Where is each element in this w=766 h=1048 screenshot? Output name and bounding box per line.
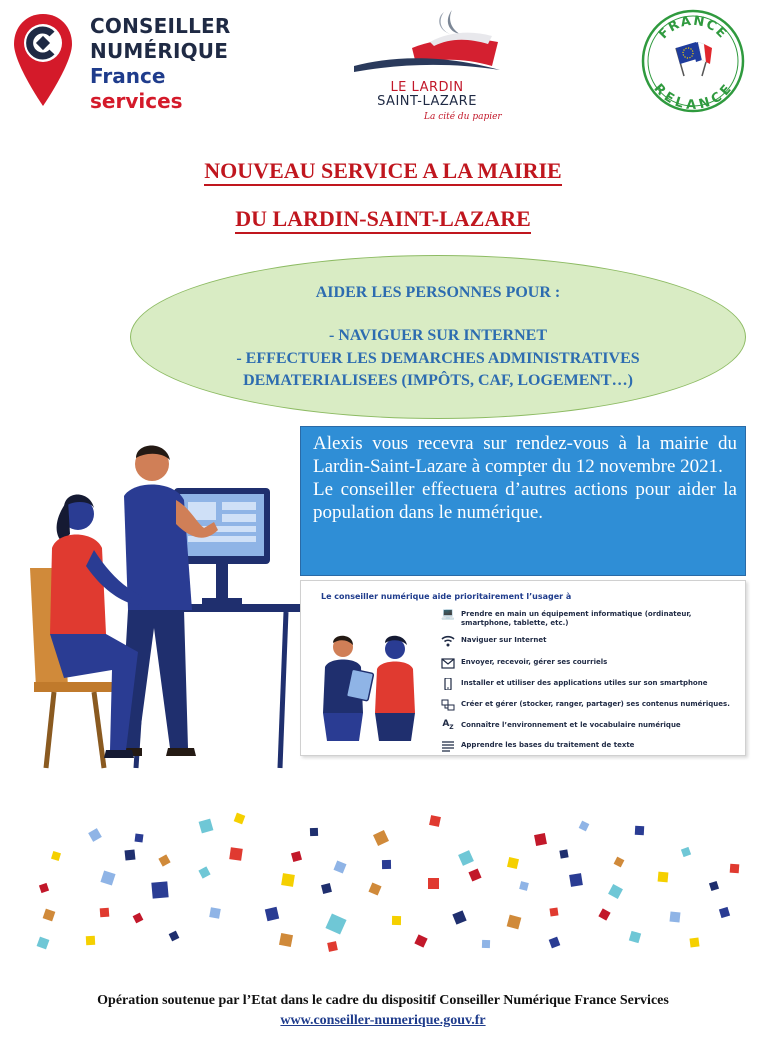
relance-logo-bottom-text: RELANCE <box>650 81 736 113</box>
laptop-icon: 💻 <box>441 607 455 620</box>
confetti-square <box>608 884 623 899</box>
confetti-square <box>458 850 474 866</box>
advisor-help-card: Le conseiller numérique aide prioritairement l’usager à 💻 Prendre en main un équipement informatique (ordinateur, smartphone, tablette, etc.) Naviguer sur Internet Envoyer, recevoir, gérer ses courriels Installer et utiliser des applications utiles sur son smartphone Créer et gérer (stocker, ranger, partager) ses contenus numériques. $A_Z$ Connaître l’environnement et le vocabulaire numérique Apprendre les bases du traitement de texte <box>300 580 746 756</box>
confetti-square <box>169 931 180 942</box>
service-item-demarches: - EFFECTUER LES DEMARCHES ADMINISTRATIVES <box>236 350 640 367</box>
footer-website-link[interactable]: www.conseiller-numerique.gouv.fr <box>280 1013 486 1028</box>
wifi-icon <box>441 635 455 647</box>
confetti-square <box>658 872 669 883</box>
smartphone-icon <box>441 678 455 690</box>
confetti-square <box>135 834 144 843</box>
confetti-square <box>452 910 466 924</box>
appointment-info-box <box>300 426 746 576</box>
confetti-square <box>198 866 210 878</box>
folders-icon <box>441 699 455 711</box>
confetti-square <box>681 847 691 857</box>
confetti-square <box>373 830 389 846</box>
confetti-square <box>199 819 214 834</box>
confetti-square <box>482 940 490 948</box>
advisor-and-user-illustration <box>313 633 433 743</box>
confetti-square <box>86 936 95 945</box>
service-item-demarches-detail: DEMATERIALISEES (IMPÔTS, CAF, LOGEMENT…) <box>243 372 633 389</box>
confetti-square <box>549 907 558 916</box>
confetti-square <box>88 828 102 842</box>
confetti-square <box>534 833 547 846</box>
commune-logo <box>352 8 502 126</box>
map-pin-logo-icon <box>12 12 74 108</box>
confetti-square <box>39 883 49 893</box>
confetti-square <box>325 913 346 934</box>
confetti-square <box>43 909 56 922</box>
confetti-square <box>229 847 243 861</box>
commune-tagline: La cité du papier <box>424 112 502 122</box>
commune-name-line1: LE LARDIN <box>390 80 464 95</box>
appointment-text: Alexis vous recevra sur rendez-vous à la mairie du Lardin-Saint-Lazare à compter du 12 novembre 2021. <box>313 433 737 477</box>
confetti-square <box>133 913 144 924</box>
page-title-line2: DU LARDIN-SAINT-LAZARE <box>0 206 766 232</box>
confetti-square <box>333 860 346 873</box>
confetti-square <box>158 854 170 866</box>
confetti-square <box>635 826 644 835</box>
a-to-z-icon: $A_Z$ <box>442 719 454 731</box>
commune-name-line2: SAINT-LAZARE <box>377 94 477 109</box>
commune-emblem-icon <box>352 8 502 82</box>
confetti-square <box>281 873 295 887</box>
confetti-square <box>519 881 529 891</box>
people-at-computer-illustration <box>24 438 314 773</box>
confetti-square <box>151 881 168 898</box>
card-heading: Le conseiller numérique aide prioritairement l’usager à <box>321 592 572 601</box>
confetti-square <box>614 857 625 868</box>
cn-logo-line2: NUMÉRIQUE <box>90 39 229 63</box>
confetti-square <box>689 937 699 947</box>
confetti-square <box>327 941 338 952</box>
confetti-square <box>719 907 730 918</box>
confetti-square <box>265 907 279 921</box>
confetti-square <box>392 916 401 925</box>
confetti-square <box>100 908 110 918</box>
confetti-square <box>507 915 522 930</box>
confetti-square <box>569 873 583 887</box>
confetti-square <box>629 931 641 943</box>
confetti-square <box>368 882 381 895</box>
confetti-square <box>100 870 115 885</box>
confetti-square <box>321 883 332 894</box>
confetti-square <box>730 864 740 874</box>
confetti-decoration <box>30 812 750 952</box>
confetti-square <box>209 907 221 919</box>
confetti-square <box>598 908 610 920</box>
page-title-line1: NOUVEAU SERVICE A LA MAIRIE <box>0 158 766 184</box>
cn-logo-line4: services <box>90 89 183 113</box>
service-item-internet: - NAVIGUER SUR INTERNET <box>329 327 547 344</box>
confetti-square <box>279 933 293 947</box>
conseiller-numerique-logo <box>12 12 242 112</box>
confetti-square <box>51 851 61 861</box>
services-heading: AIDER LES PERSONNES POUR : <box>315 284 561 301</box>
text-document-icon <box>441 740 455 752</box>
confetti-square <box>382 860 391 869</box>
confetti-square <box>709 881 719 891</box>
confetti-square <box>125 850 136 861</box>
confetti-square <box>428 878 439 889</box>
confetti-square <box>670 912 681 923</box>
cn-logo-line3: France <box>90 64 166 88</box>
confetti-square <box>559 849 568 858</box>
confetti-square <box>429 815 441 827</box>
confetti-square <box>507 857 519 869</box>
cn-logo-line1: CONSEILLER <box>90 14 231 38</box>
relance-logo-top-text: FRANCE <box>655 13 731 43</box>
confetti-square <box>37 937 50 950</box>
footer-support-text: Opération soutenue par l’Etat dans le cadre du dispositif Conseiller Numérique France Services <box>97 993 669 1008</box>
france-relance-logo <box>640 8 746 114</box>
envelope-icon <box>441 657 455 669</box>
confetti-square <box>414 934 427 947</box>
confetti-square <box>310 828 318 836</box>
confetti-square <box>468 868 481 881</box>
confetti-square <box>291 851 302 862</box>
confetti-square <box>549 937 561 949</box>
confetti-square <box>579 821 590 832</box>
confetti-square <box>234 813 246 825</box>
advisor-actions-text: Le conseiller effectuera d’autres actions pour aider la population dans le numérique. <box>313 479 737 523</box>
